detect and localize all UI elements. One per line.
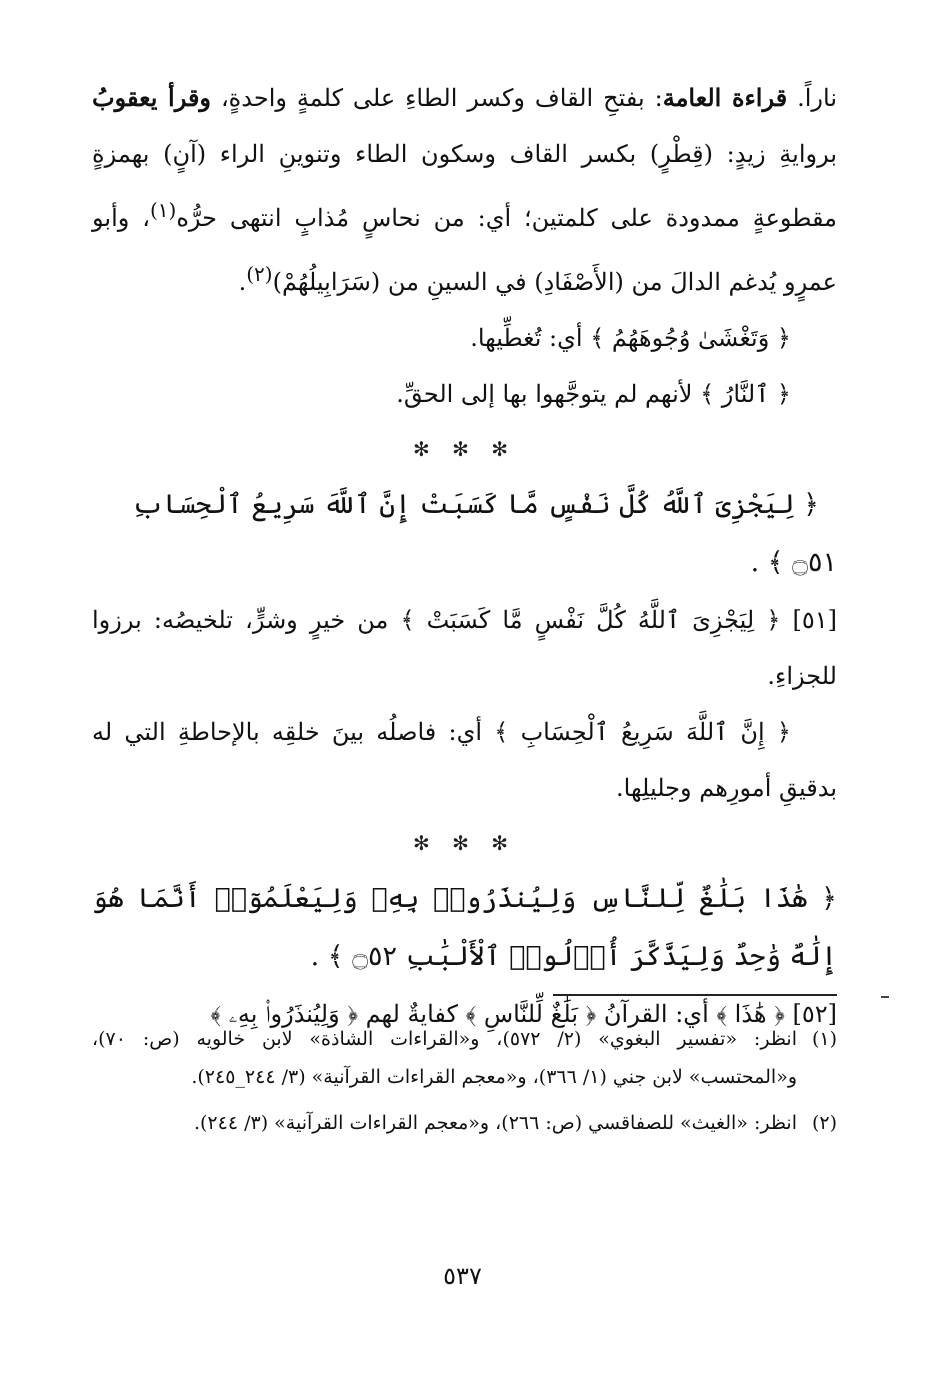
section-divider: ✻ ✻ ✻ [413,831,516,855]
footnotes [92,1020,837,1150]
text-run: . [238,268,247,296]
footnote-text: انظر: «تفسير البغوي» (٢/ ٥٧٢)، و«القراءات الشاذة» لابن خالويه (ص: ٧٠)، و«المحتسب» لابن جني (١/ ٣٦٦)، و«معجم القراءات القرآنية» (٣/ ٢٤٤_٢٤٥). [92,1028,797,1088]
quran-quote: ﴿ هَٰذَا ﴾ [716,1000,785,1028]
paragraph [92,310,837,366]
verse-51: ﴿ لِيَجْزِىَ ٱللَّهُ كُلَّ نَفْسٍ مَّا كَسَبَتْ إِنَّ ٱللَّهَ سَرِيعُ ٱلْحِسَابِ ۝٥١ ﴾ . [132,489,837,578]
footnote-ref[interactable]: (١) [149,198,177,222]
main-text [92,70,837,1042]
paragraph [92,366,837,422]
text-run: ، وأبو عمرٍو يُدغم الدالَ من (الأَصْفَادِ) في السينِ من (سَرَابِيلُهُمْ) [92,204,837,296]
text-run: ناراً. [787,84,838,112]
text-run: أي: فاصلُه بينَ خلقِه بالإحاطةِ التي له بدقيقِ أمورِهم وجليلِها. [92,718,837,802]
footnote-text: انظر: «الغيث» للصفاقسي (ص: ٢٦٦)، و«معجم القراءات القرآنية» (٣/ ٢٤٤). [193,1112,797,1134]
bold-heading: قراءة العامة [662,83,788,112]
page-number: ٥٣٧ [443,1262,482,1290]
verse-number: [٥٢] [784,1000,837,1028]
text-run: أي: القرآنُ [596,1000,717,1028]
footnote-separator [553,994,837,996]
bold-heading: وقرأ يعقوبُ [92,83,212,112]
footnote [92,1104,837,1142]
paragraph [92,592,837,704]
footnote [92,1020,837,1096]
margin-mark [881,996,889,998]
quran-quote: ﴿ وَلِيُنذَرُوا۟ بِهِۦ ﴾ [210,1000,358,1028]
text-run: من خيرٍ وشرٍّ، تلخيصُه: برزوا للجزاءِ. [92,606,837,690]
quran-quote: ﴿ لِيَجْزِىَ ٱللَّهُ كُلَّ نَفْسٍ مَّا كَسَبَتْ ﴾ [400,606,781,634]
quran-quote: ﴿ ٱلنَّارُ ﴾ [700,380,791,408]
text-run: : بفتحِ القاف وكسر الطاءِ على كلمةٍ واحدةٍ، [211,84,663,112]
paragraph [92,70,837,310]
text-run: لأنهم لم يتوجَّهوا بها إلى الحقِّ. [396,380,701,408]
quran-quote: ﴿ بَلَٰغٌ لِّلنَّاسِ ﴾ [465,1000,597,1028]
footnote-number: (٢) [811,1112,837,1134]
section-divider: ✻ ✻ ✻ [413,437,516,461]
verse-52: ﴿ هَٰذَا بَلَٰغٌ لِّلنَّاسِ وَلِيُنذَرُوا۟ بِهِۦ وَلِيَعْلَمُوٓا۟ أَنَّمَا هُوَ إِلَٰهٌ وَٰحِدٌ وَلِيَذَّكَّرَ أُو۟لُوا۟ ٱلْأَلْبَٰبِ ۝٥٢ ﴾ . [92,883,837,972]
text-run: بروايةِ زيدٍ: (قِطْرٍ) بكسر القاف وسكون الطاء وتنوينِ الراء (آنٍ) بهمزةٍ مقطوعةٍ ممدودة على كلمتين؛ أي: من نحاسٍ مُذابٍ انتهى حرُّه [92,140,837,232]
quran-quote: ﴿ إِنَّ ٱللَّهَ سَرِيعُ ٱلْحِسَابِ ﴾ [494,718,791,746]
footnote-number: (١) [811,1028,837,1050]
paragraph [92,704,837,816]
verse-number: [٥١] [780,606,838,634]
text-run: أي: تُغطِّيها. [470,324,591,352]
footnote-ref[interactable]: (٢) [246,262,273,286]
quran-quote: ﴿ وَتَغْشَىٰ وُجُوهَهُمُ ﴾ [590,324,791,352]
text-run: كفايةٌ لهم [357,1000,466,1028]
